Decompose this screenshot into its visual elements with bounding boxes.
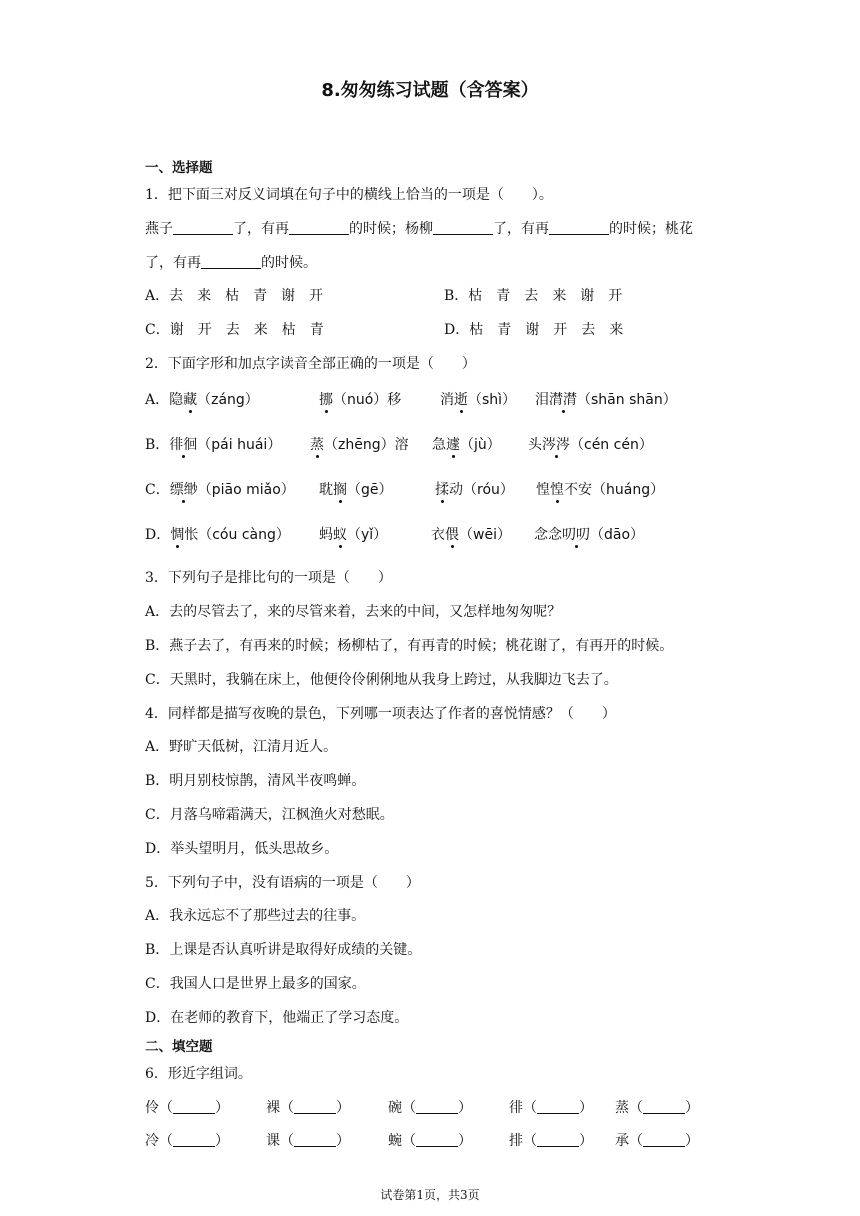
- question-1-stem: 1．把下面三对反义词填在句子中的横线上恰当的一项是（ ）。: [145, 187, 553, 203]
- option-part: 衣偎（wēi）: [431, 527, 511, 543]
- question-2-stem: 2．下面字形和加点字读音全部正确的一项是（ ）: [145, 356, 476, 372]
- page-title: 8.匆匆练习试题（含答案）: [321, 80, 539, 101]
- question-1-option-a[interactable]: A．去 来 枯 青 谢 开: [145, 288, 324, 304]
- word-cell[interactable]: 冷（ ）: [145, 1133, 229, 1149]
- question-5-stem: 5．下列句子中，没有语病的一项是（ ）: [145, 875, 420, 891]
- word-cell[interactable]: 徘（ ）: [509, 1100, 593, 1116]
- section-heading-choice: 一、选择题: [145, 160, 213, 176]
- option-part: 挪（nuó）移: [319, 392, 402, 408]
- word-cell[interactable]: 碗（ ）: [388, 1100, 472, 1116]
- option-part: D．惆怅（cóu càng）: [145, 527, 290, 543]
- fill-blank[interactable]: [201, 254, 261, 269]
- word-cell[interactable]: 伶（ ）: [145, 1100, 229, 1116]
- question-1-option-b[interactable]: B．枯 青 去 来 谢 开: [444, 288, 623, 304]
- question-6-stem: 6．形近字组词。: [145, 1066, 252, 1082]
- question-4-stem: 4．同样都是描写夜晚的景色，下列哪一项表达了作者的喜悦情感？（ ）: [145, 706, 616, 722]
- option-part: 消逝（shì）: [440, 392, 517, 408]
- question-4-option-d[interactable]: D．举头望明月，低头思故乡。: [145, 841, 339, 857]
- word-cell[interactable]: 课（ ）: [266, 1133, 350, 1149]
- option-part: A．隐藏（záng）: [145, 392, 259, 408]
- option-part: 念念叨叨（dāo）: [534, 527, 645, 543]
- option-part: 蒸（zhēng）溶: [310, 437, 409, 453]
- question-4-option-b[interactable]: B．明月别枝惊鹊，清风半夜鸣蝉。: [145, 773, 366, 789]
- option-part: C．缥缈（piāo miǎo）: [145, 482, 295, 498]
- option-part: 揉动（róu）: [435, 482, 514, 498]
- question-5-option-b[interactable]: B．上课是否认真听讲是取得好成绩的关键。: [145, 942, 422, 958]
- question-4-option-c[interactable]: C．月落乌啼霜满天，江枫渔火对愁眠。: [145, 807, 394, 823]
- question-3-option-a[interactable]: A．去的尽管去了，来的尽管来着，去来的中间，又怎样地匆匆呢？: [145, 604, 562, 620]
- text-fragment: 的时候；杨柳: [349, 221, 433, 237]
- question-5-option-d[interactable]: D．在老师的教育下，他端正了学习态度。: [145, 1010, 409, 1026]
- word-cell[interactable]: 承（ ）: [615, 1133, 699, 1149]
- text-fragment: 的时候；桃花: [609, 221, 693, 237]
- fill-blank[interactable]: [289, 220, 349, 235]
- word-cell[interactable]: 蜿（ ）: [388, 1133, 472, 1149]
- text-fragment: 了，有再: [233, 221, 289, 237]
- question-1-sentence-line-2: [145, 253, 317, 273]
- fill-blank[interactable]: [433, 220, 493, 235]
- option-part: 耽搁（gē）: [319, 482, 393, 498]
- option-part: 头涔涔（cén cén）: [528, 437, 653, 453]
- question-4-option-a[interactable]: A．野旷天低树，江清月近人。: [145, 739, 338, 755]
- question-3-stem: 3．下列句子是排比句的一项是（ ）: [145, 570, 392, 586]
- option-part: B．徘徊（pái huái）: [145, 437, 282, 453]
- question-5-option-a[interactable]: A．我永远忘不了那些过去的往事。: [145, 908, 366, 924]
- text-fragment: 燕子: [145, 221, 173, 237]
- word-cell[interactable]: 裸（ ）: [266, 1100, 350, 1116]
- page-footer: 试卷第1页，共3页: [380, 1188, 480, 1202]
- text-fragment: 了，有再: [145, 255, 201, 271]
- text-fragment: 的时候。: [261, 255, 317, 271]
- question-3-option-b[interactable]: B．燕子去了，有再来的时候；杨柳枯了，有再青的时候；桃花谢了，有再开的时候。: [145, 638, 674, 654]
- section-heading-fill: 二、填空题: [145, 1039, 213, 1055]
- option-part: 泪潸潸（shān shān）: [535, 392, 677, 408]
- question-1-sentence-line-1: [145, 219, 693, 239]
- option-part: 急遽（jù）: [432, 437, 501, 453]
- question-5-option-c[interactable]: C．我国人口是世界上最多的国家。: [145, 976, 366, 992]
- option-part: 惶惶不安（huáng）: [536, 482, 665, 498]
- question-1-option-c[interactable]: C．谢 开 去 来 枯 青: [145, 322, 324, 338]
- fill-blank[interactable]: [173, 220, 233, 235]
- option-part: 蚂蚁（yǐ）: [319, 527, 388, 543]
- word-cell[interactable]: 排（ ）: [509, 1133, 593, 1149]
- word-cell[interactable]: 蒸（ ）: [615, 1100, 699, 1116]
- text-fragment: 了，有再: [493, 221, 549, 237]
- question-3-option-c[interactable]: C．天黑时，我躺在床上，他便伶伶俐俐地从我身上跨过，从我脚边飞去了。: [145, 672, 618, 688]
- question-1-option-d[interactable]: D．枯 青 谢 开 去 来: [444, 322, 624, 338]
- fill-blank[interactable]: [549, 220, 609, 235]
